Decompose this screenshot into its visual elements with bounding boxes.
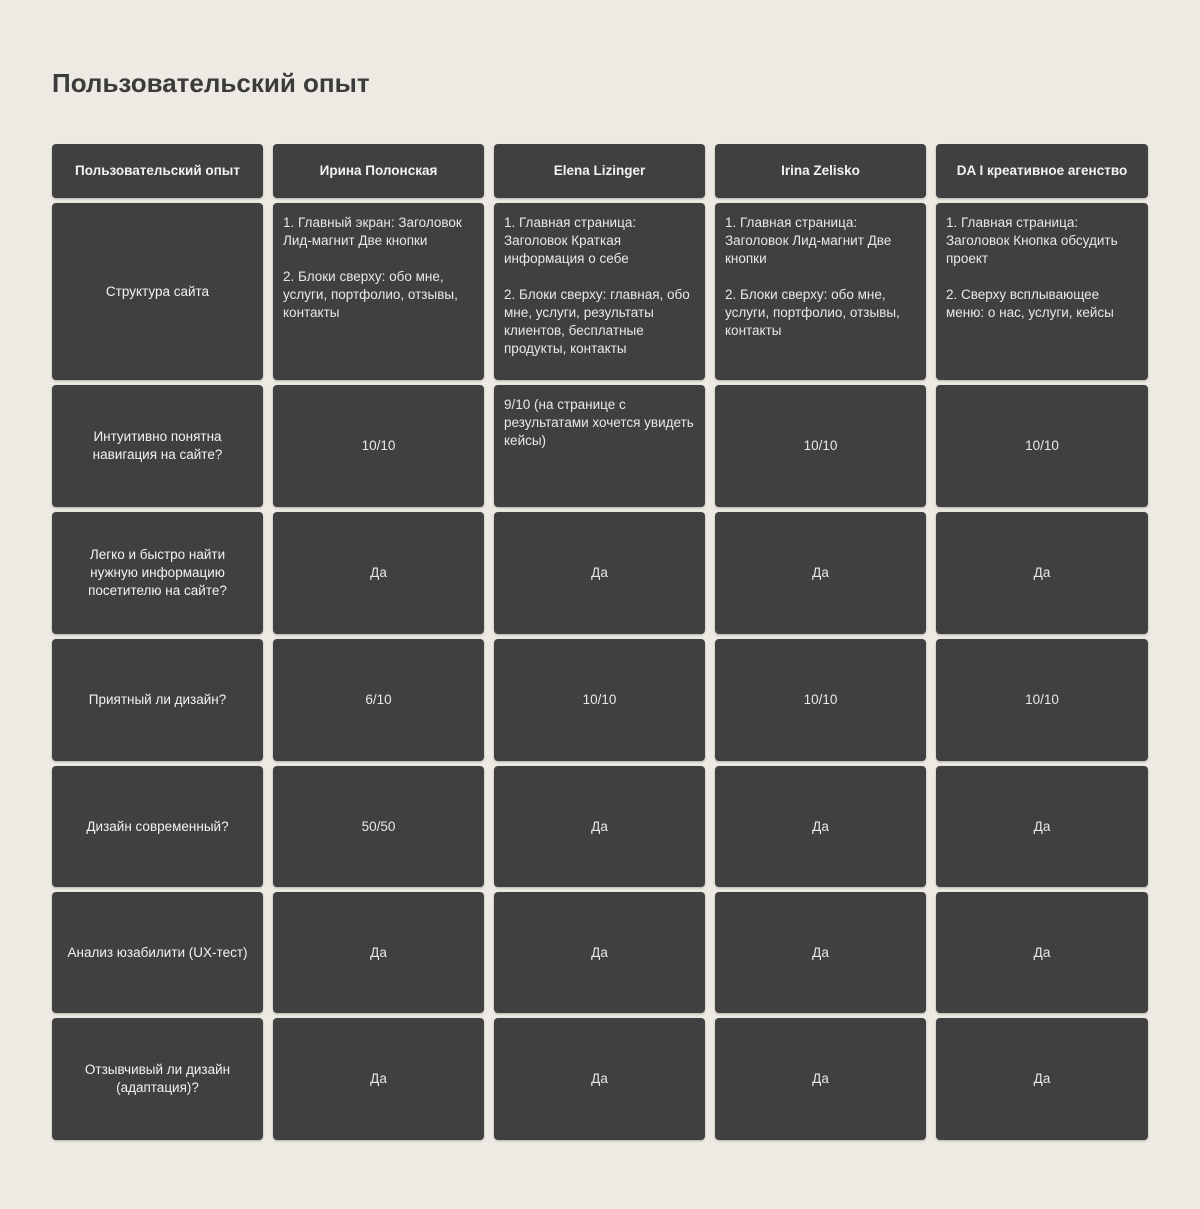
table-cell: Да <box>936 512 1148 634</box>
table-cell: Да <box>273 512 484 634</box>
row-label: Отзывчивый ли дизайн (адаптация)? <box>52 1018 263 1140</box>
table-cell: Да <box>273 1018 484 1140</box>
column-header: Пользовательский опыт <box>52 144 263 198</box>
table-cell: 1. Главная страница: Заголовок Кнопка обсудить проект 2. Сверху всплывающее меню: о нас, услуги, кейсы <box>936 203 1148 380</box>
column-header: Ирина Полонская <box>273 144 484 198</box>
table-cell: 10/10 <box>936 639 1148 761</box>
table-cell: Да <box>936 766 1148 887</box>
table-cell: Да <box>273 892 484 1013</box>
table-cell: Да <box>494 512 705 634</box>
table-cell: Да <box>494 766 705 887</box>
table-cell: 10/10 <box>715 639 926 761</box>
table-cell: 1. Главный экран: Заголовок Лид-магнит Две кнопки 2. Блоки сверху: обо мне, услуги, портфолио, отзывы, контакты <box>273 203 484 380</box>
row-label: Легко и быстро найти нужную информацию посетителю на сайте? <box>52 512 263 634</box>
row-label: Интуитивно понятна навигация на сайте? <box>52 385 263 507</box>
column-header: Irina Zelisko <box>715 144 926 198</box>
table-cell: 9/10 (на странице с результатами хочется увидеть кейсы) <box>494 385 705 507</box>
row-label: Структура сайта <box>52 203 263 380</box>
comparison-table <box>52 144 1148 1140</box>
column-header: Elena Lizinger <box>494 144 705 198</box>
table-cell: Да <box>494 892 705 1013</box>
table-cell: Да <box>715 512 926 634</box>
table-cell: Да <box>715 1018 926 1140</box>
table-cell: Да <box>494 1018 705 1140</box>
table-cell: 6/10 <box>273 639 484 761</box>
table-cell: 10/10 <box>494 639 705 761</box>
table-cell: Да <box>715 766 926 887</box>
table-cell: 1. Главная страница: Заголовок Лид-магнит Две кнопки 2. Блоки сверху: обо мне, услуги, портфолио, отзывы, контакты <box>715 203 926 380</box>
table-cell: 50/50 <box>273 766 484 887</box>
column-header: DA I креативное агенство <box>936 144 1148 198</box>
table-cell: Да <box>715 892 926 1013</box>
row-label: Анализ юзабилити (UX-тест) <box>52 892 263 1013</box>
table-cell: 1. Главная страница: Заголовок Краткая информация о себе 2. Блоки сверху: главная, обо мне, услуги, результаты клиентов, бесплатные продукты, контакты <box>494 203 705 380</box>
row-label: Приятный ли дизайн? <box>52 639 263 761</box>
page-title: Пользовательский опыт <box>52 68 370 98</box>
row-label: Дизайн современный? <box>52 766 263 887</box>
table-cell: Да <box>936 892 1148 1013</box>
table-cell: 10/10 <box>936 385 1148 507</box>
table-cell: 10/10 <box>273 385 484 507</box>
table-cell: Да <box>936 1018 1148 1140</box>
table-cell: 10/10 <box>715 385 926 507</box>
